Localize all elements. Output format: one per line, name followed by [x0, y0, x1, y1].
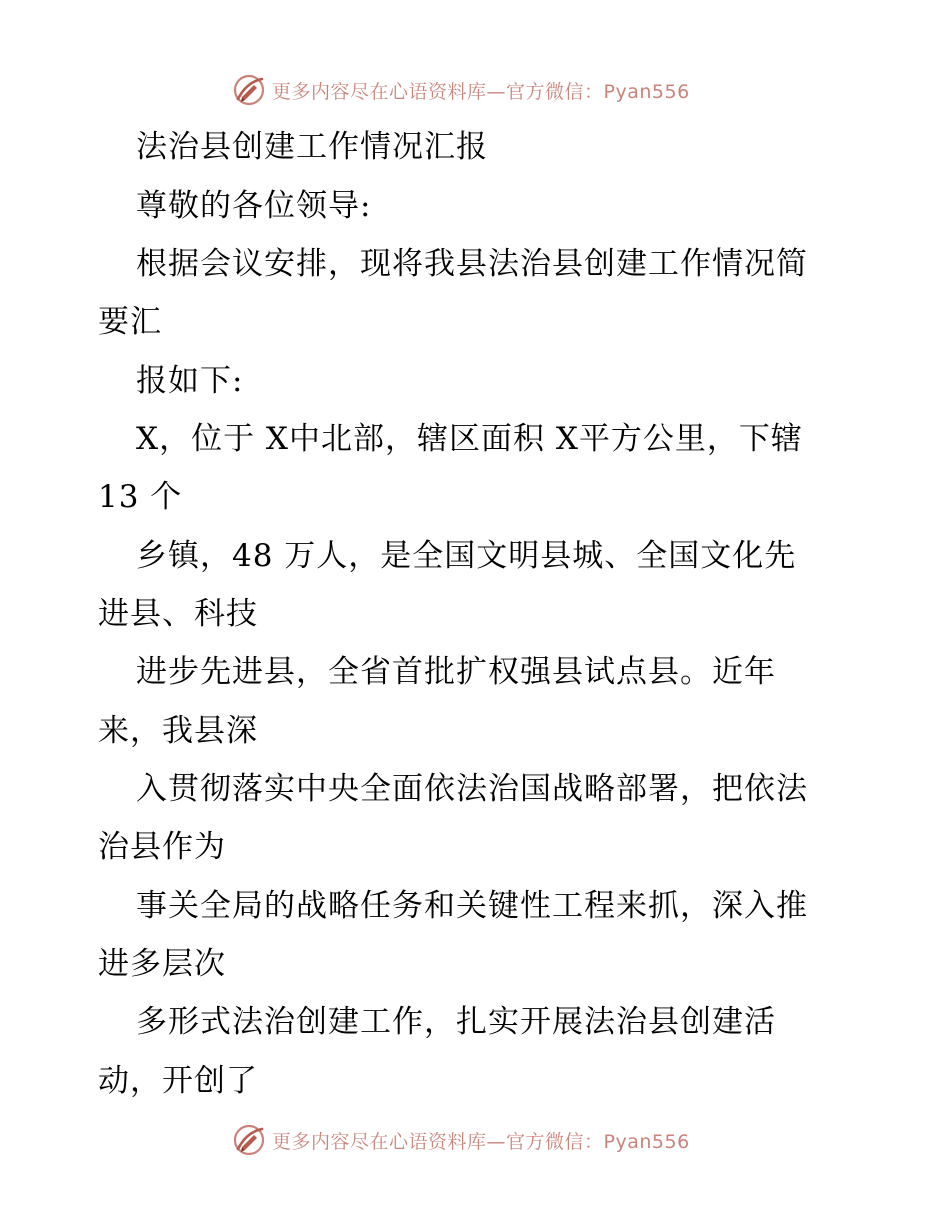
body-line: 治县作为	[98, 829, 226, 865]
body-line: 进多层次	[98, 946, 226, 982]
body-line: 进步先进县，全省首批扩权强县试点县。近年	[136, 654, 776, 690]
body-line: 事关全局的战略任务和关键性工程来抓，深入推	[136, 888, 808, 924]
body-line: 进县、科技	[98, 596, 258, 632]
salutation: 尊敬的各位领导:	[136, 188, 372, 224]
pen-logo-icon	[232, 1123, 266, 1157]
body-line: 报如下:	[136, 363, 244, 399]
footer-watermark-banner	[232, 1122, 690, 1158]
header-watermark-banner	[232, 72, 690, 108]
header-watermark-text: 更多内容尽在心语资料库—官方微信：Pyan556	[272, 80, 690, 103]
body-line: X，位于 X中北部，辖区面积 X平方公里，下辖	[136, 421, 803, 457]
footer-watermark-text: 更多内容尽在心语资料库—官方微信：Pyan556	[272, 1130, 690, 1153]
body-line: 13 个	[98, 479, 183, 515]
body-line: 根据会议安排，现将我县法治县创建工作情况简	[136, 246, 808, 282]
body-line: 多形式法治创建工作，扎实开展法治县创建活	[136, 1004, 776, 1040]
body-line: 入贯彻落实中央全面依法治国战略部署，把依法	[136, 771, 808, 807]
body-line: 乡镇，48 万人，是全国文明县城、全国文化先	[136, 538, 797, 574]
body-line: 动，开创了	[98, 1063, 258, 1099]
body-line: 来，我县深	[98, 713, 258, 749]
body-line: 要汇	[98, 304, 162, 340]
document-title: 法治县创建工作情况汇报	[136, 129, 488, 165]
pen-logo-icon	[232, 73, 266, 107]
